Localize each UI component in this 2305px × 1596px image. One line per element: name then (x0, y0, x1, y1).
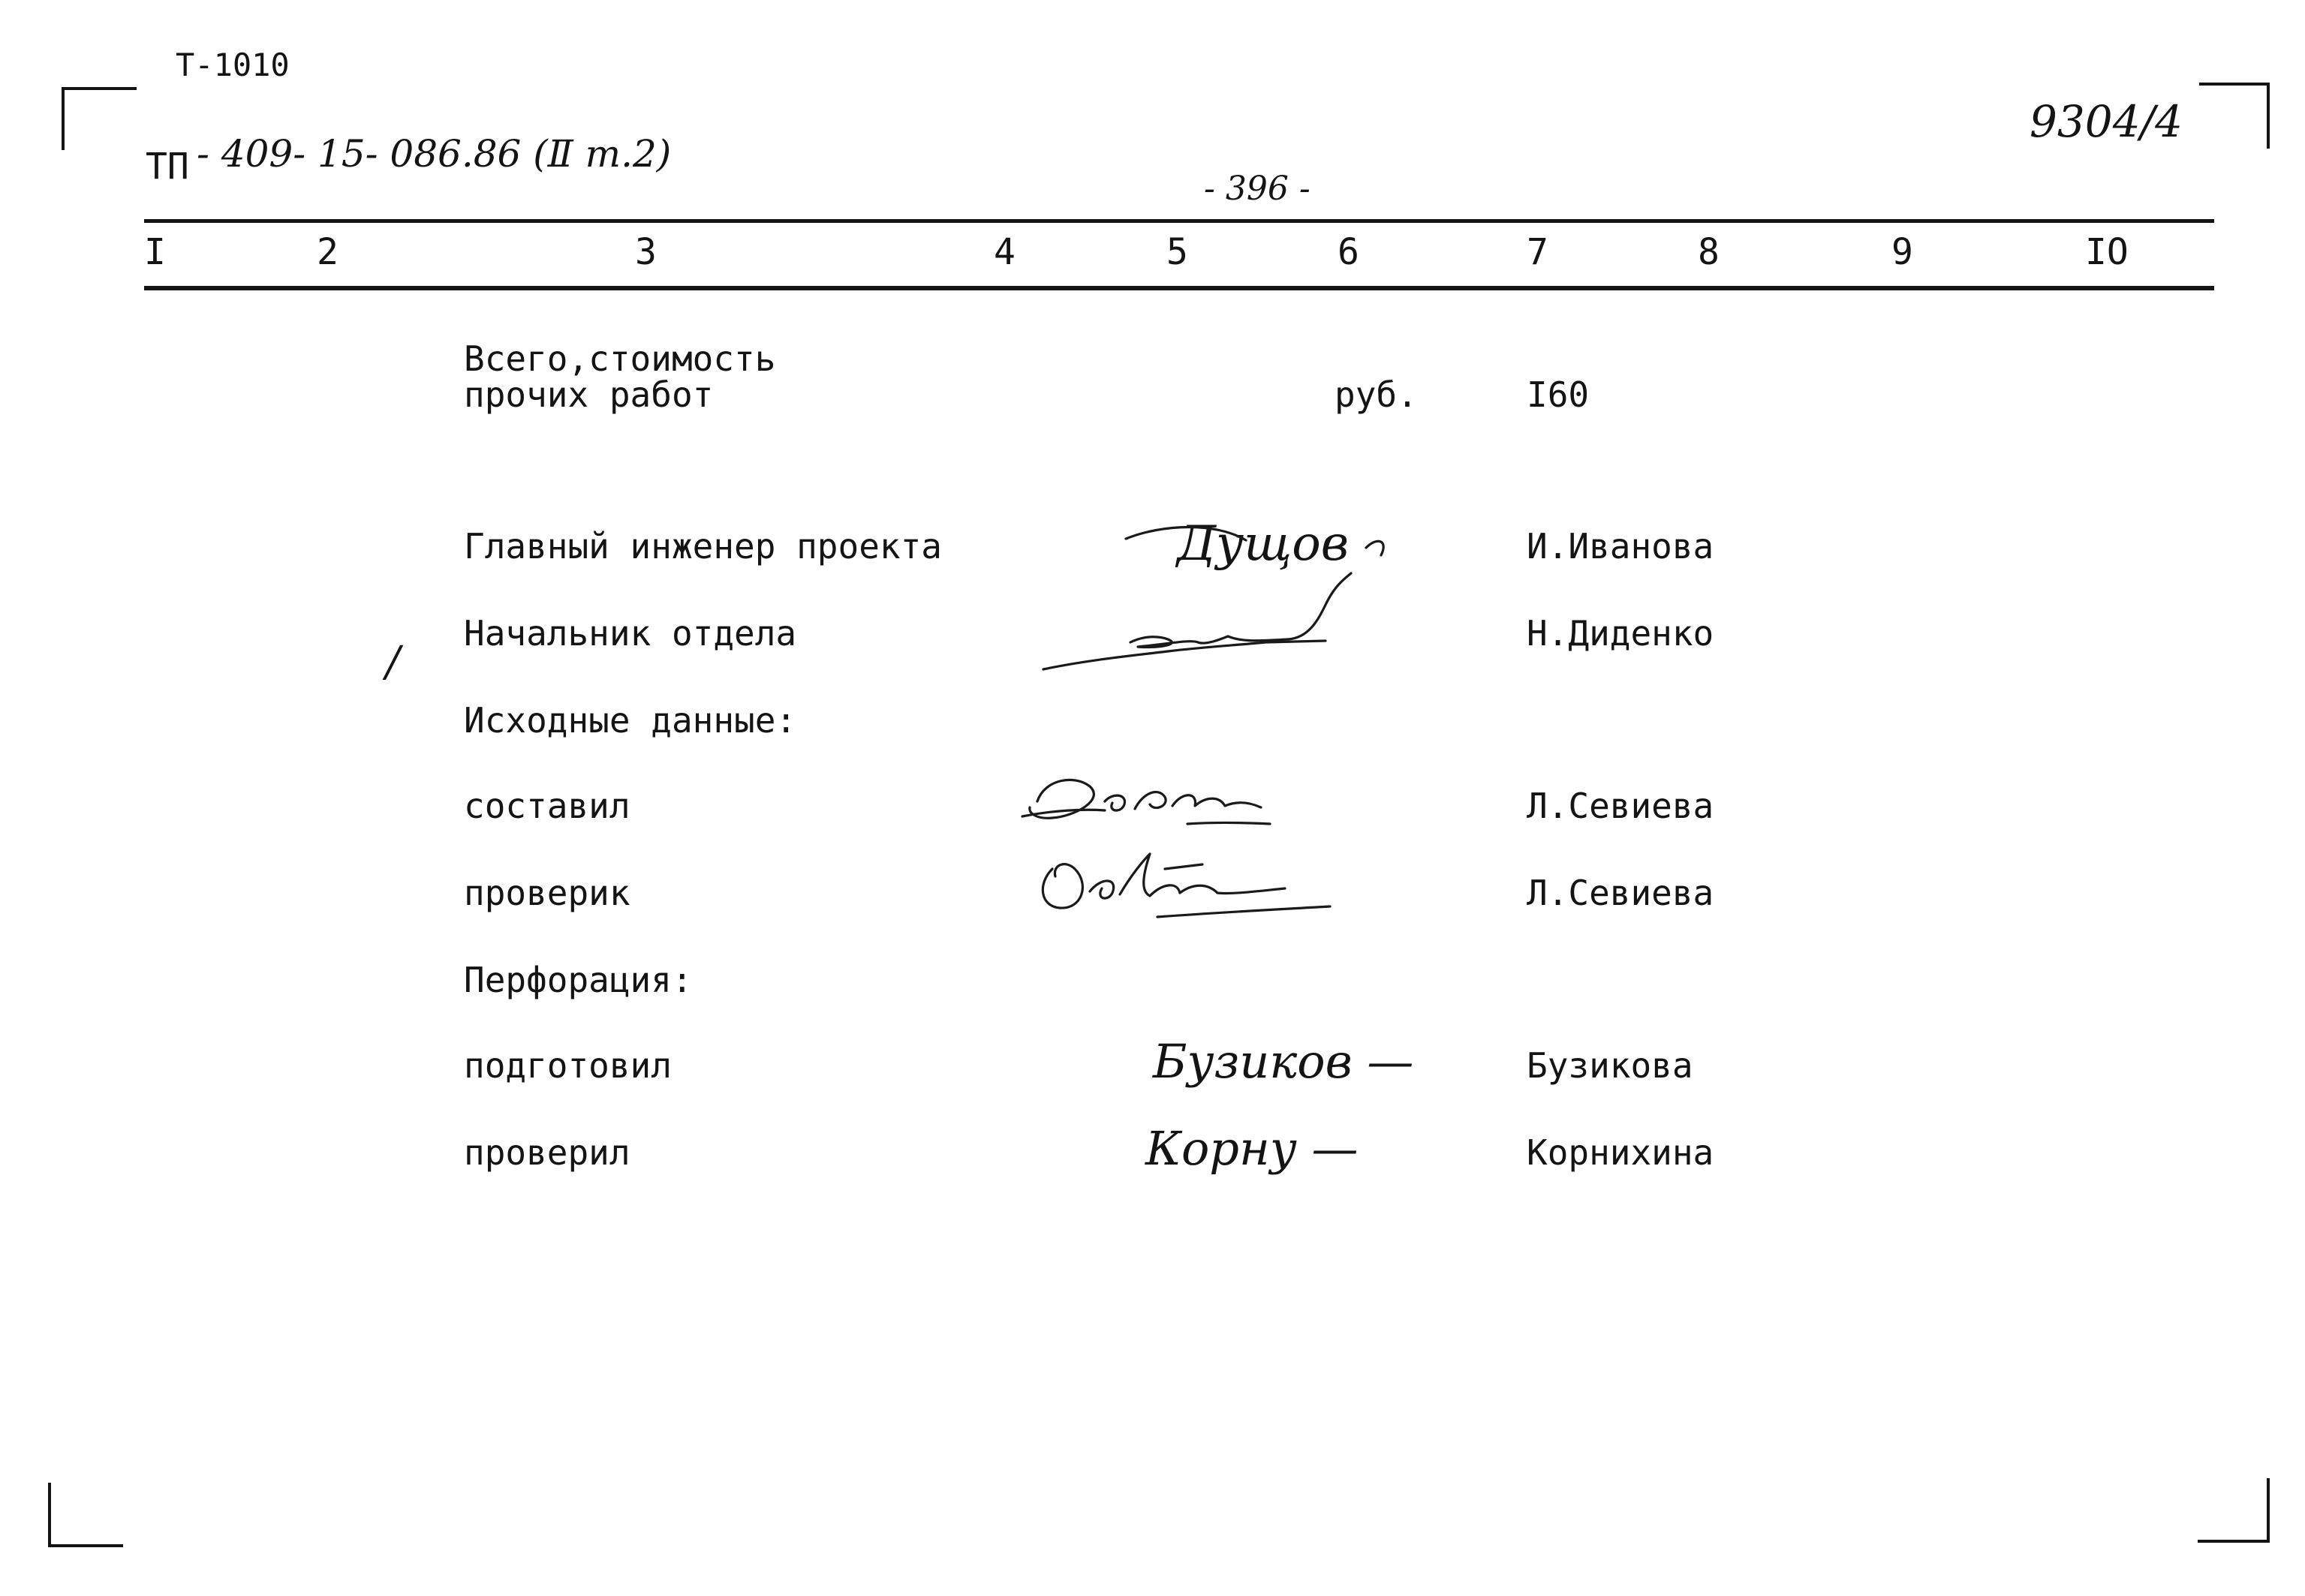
total-unit: руб. (1335, 374, 1418, 415)
signature-buzikova: Бузиков — (1153, 1034, 1414, 1089)
column-number-1: I (144, 231, 166, 273)
column-number-6: 6 (1338, 231, 1359, 273)
column-number-5: 5 (1166, 231, 1188, 273)
margin-tick-mark: / (386, 638, 400, 687)
header-rule-top (144, 219, 2214, 223)
corner-mark-bottom-right (2198, 1540, 2270, 1543)
name-buzikova: Бузикова (1527, 1045, 1693, 1086)
name-kornikhina: Корнихина (1527, 1132, 1714, 1173)
header-rule-bottom (144, 286, 2214, 290)
corner-mark-top-left (62, 87, 137, 90)
signature-ivanova: Дущов (1177, 516, 1349, 572)
column-number-2: 2 (317, 231, 339, 273)
column-number-7: 7 (1527, 231, 1548, 273)
role-checked: проверик (464, 873, 630, 913)
column-number-4: 4 (994, 231, 1016, 273)
corner-mark-bottom-right (2267, 1478, 2270, 1541)
role-compiled: составил (464, 786, 630, 826)
column-number-8: 8 (1698, 231, 1720, 273)
column-number-3: 3 (635, 231, 657, 273)
corner-mark-top-right (2267, 83, 2270, 149)
total-value: I60 (1527, 374, 1590, 415)
total-label-line1: Всего,стоимость (464, 338, 776, 379)
signature-sevieva-checked (1030, 839, 1345, 929)
signature-kornikhina: Корну — (1145, 1121, 1359, 1176)
name-sevieva-compiled: Л.Севиева (1527, 786, 1714, 826)
name-didenko: Н.Диденко (1527, 613, 1714, 654)
role-verified: проверил (464, 1132, 630, 1173)
role-prepared: подготовил (464, 1045, 672, 1086)
doc-prefix: ТП (146, 146, 189, 188)
page-number: - 396 - (1204, 170, 1310, 208)
role-perforation: Перфорация: (464, 960, 693, 1000)
signature-didenko (1040, 564, 1371, 677)
role-source-data: Исходные данные: (464, 700, 797, 741)
signature-sevieva-compiled (1022, 764, 1292, 846)
form-code: Т-1010 (176, 47, 290, 83)
corner-mark-top-right (2199, 83, 2270, 86)
role-department-head: Начальник отдела (464, 613, 797, 654)
doc-number: - 409- 15- 086.86 (Ⅱ т.2) (197, 132, 672, 176)
column-number-9: 9 (1891, 231, 1913, 273)
corner-mark-bottom-left (48, 1483, 51, 1547)
archive-number: 9304/4 (2030, 96, 2183, 147)
corner-mark-top-left (62, 87, 65, 150)
corner-mark-bottom-left (48, 1544, 123, 1547)
total-label-line2: прочих работ (464, 374, 714, 415)
name-ivanova: И.Иванова (1527, 526, 1714, 567)
column-number-10: IO (2085, 231, 2129, 273)
role-chief-engineer: Главный инженер проекта (464, 526, 942, 567)
name-sevieva-checked: Л.Севиева (1527, 873, 1714, 913)
